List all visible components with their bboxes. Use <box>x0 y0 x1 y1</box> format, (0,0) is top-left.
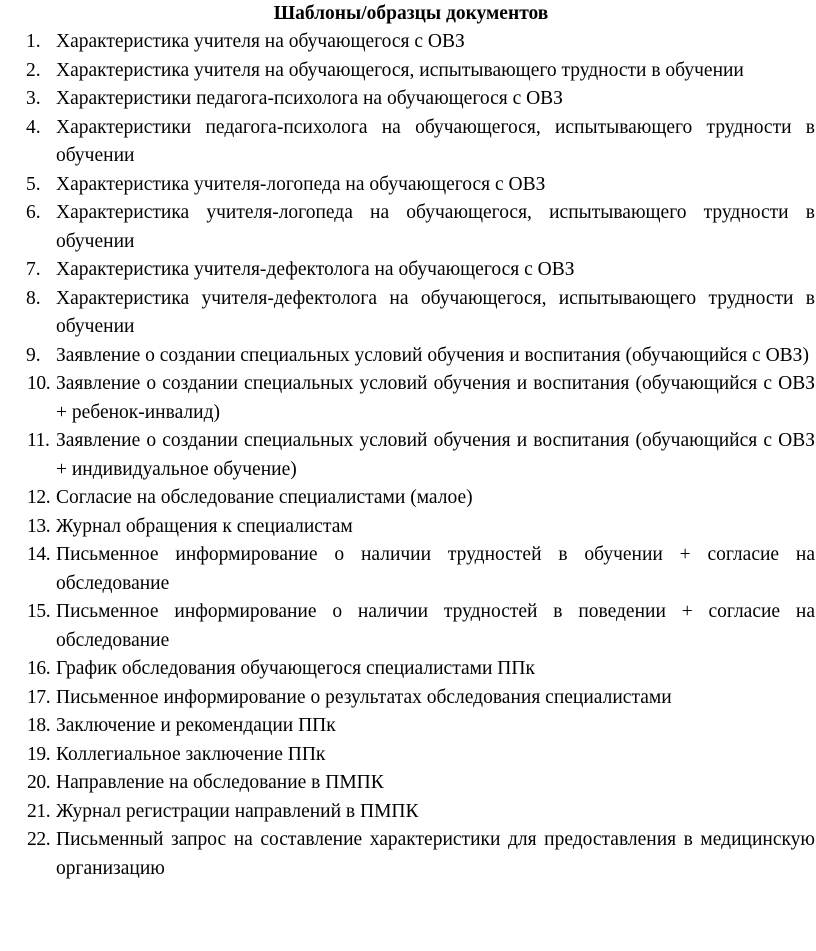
item-number: 9. <box>26 344 41 366</box>
list-item <box>0 342 816 371</box>
item-number: 15. <box>27 601 51 622</box>
item-number: 16. <box>27 658 51 679</box>
list-item <box>0 28 816 57</box>
item-text: Характеристика учителя-логопеда на обучающегося, испытывающего трудности в обучении <box>56 202 815 252</box>
item-number: 19. <box>27 743 51 765</box>
item-number: 10. <box>27 373 51 394</box>
list-item <box>0 798 816 827</box>
item-number: 5. <box>26 173 41 195</box>
list-item <box>0 741 816 770</box>
list-item <box>0 85 816 114</box>
item-number: 8. <box>26 287 41 309</box>
item-text: Заявление о создании специальных условий обучения и воспитания (обучающийся с ОВЗ + индивидуальное обучение) <box>56 430 815 480</box>
item-number: 12. <box>27 487 51 508</box>
item-number: 1. <box>26 31 41 52</box>
item-text: Заявление о создании специальных условий обучения и воспитания (обучающийся с ОВЗ) <box>56 344 809 366</box>
item-text: Согласие на обследование специалистами (малое) <box>56 487 473 508</box>
list-item <box>0 199 816 256</box>
item-text: Письменное информирование о результатах обследования специалистами <box>56 686 672 708</box>
list-item <box>0 684 816 713</box>
list-item <box>0 484 816 513</box>
item-number: 4. <box>26 116 41 138</box>
document-title: Шаблоны/образцы документов <box>273 3 549 24</box>
list-item <box>0 114 816 171</box>
list-item <box>0 370 816 427</box>
item-number: 14. <box>27 544 51 565</box>
item-text: Заявление о создании специальных условий обучения и воспитания (обучающийся с ОВЗ + ребенок-инвалид) <box>56 373 815 423</box>
item-number: 11. <box>27 430 50 451</box>
list-item <box>0 712 816 741</box>
item-text: Письменное информирование о наличии трудностей в обучении + согласие на обследование <box>56 544 815 594</box>
item-text: Коллегиальное заключение ППк <box>56 743 326 765</box>
item-text: Журнал регистрации направлений в ПМПК <box>56 800 419 822</box>
list-item <box>0 427 816 484</box>
item-text: Характеристика учителя-логопеда на обучающегося с ОВЗ <box>56 173 546 195</box>
item-number: 7. <box>26 259 41 280</box>
list-item <box>0 769 816 798</box>
item-text: Характеристика учителя на обучающегося, испытывающего трудности в обучении <box>56 59 744 81</box>
list-item <box>0 826 816 883</box>
item-text: Журнал обращения к специалистам <box>56 515 353 537</box>
list-item <box>0 598 816 655</box>
item-text: Характеристики педагога-психолога на обучающегося с ОВЗ <box>56 88 563 109</box>
list-item <box>0 256 816 285</box>
item-text: Письменное информирование о наличии трудностей в поведении + согласие на обследование <box>56 601 815 651</box>
item-text: График обследования обучающегося специалистами ППк <box>56 658 535 679</box>
list-item <box>0 171 816 200</box>
item-text: Направление на обследование в ПМПК <box>56 772 384 793</box>
list-item <box>0 57 816 86</box>
item-number: 21. <box>27 800 51 822</box>
item-number: 2. <box>26 59 41 81</box>
item-number: 18. <box>27 715 51 736</box>
item-text: Характеристики педагога-психолога на обучающегося, испытывающего трудности в обучении <box>56 116 815 166</box>
document-list <box>0 28 816 883</box>
item-text: Письменный запрос на составление характеристики для предоставления в медицинскую организацию <box>56 829 815 879</box>
item-number: 3. <box>26 88 41 109</box>
item-number: 20. <box>27 772 51 793</box>
list-item <box>0 655 816 684</box>
list-item <box>0 285 816 342</box>
item-number: 22. <box>27 829 51 850</box>
item-text: Характеристика учителя-дефектолога на обучающегося, испытывающего трудности в обучении <box>56 287 815 337</box>
list-item <box>0 513 816 542</box>
item-number: 17. <box>27 686 51 708</box>
item-text: Характеристика учителя-дефектолога на обучающегося с ОВЗ <box>56 259 575 280</box>
item-number: 6. <box>26 202 41 223</box>
item-text: Характеристика учителя на обучающегося с ОВЗ <box>56 31 465 52</box>
list-item <box>0 541 816 598</box>
item-text: Заключение и рекомендации ППк <box>56 715 336 736</box>
item-number: 13. <box>27 515 51 537</box>
